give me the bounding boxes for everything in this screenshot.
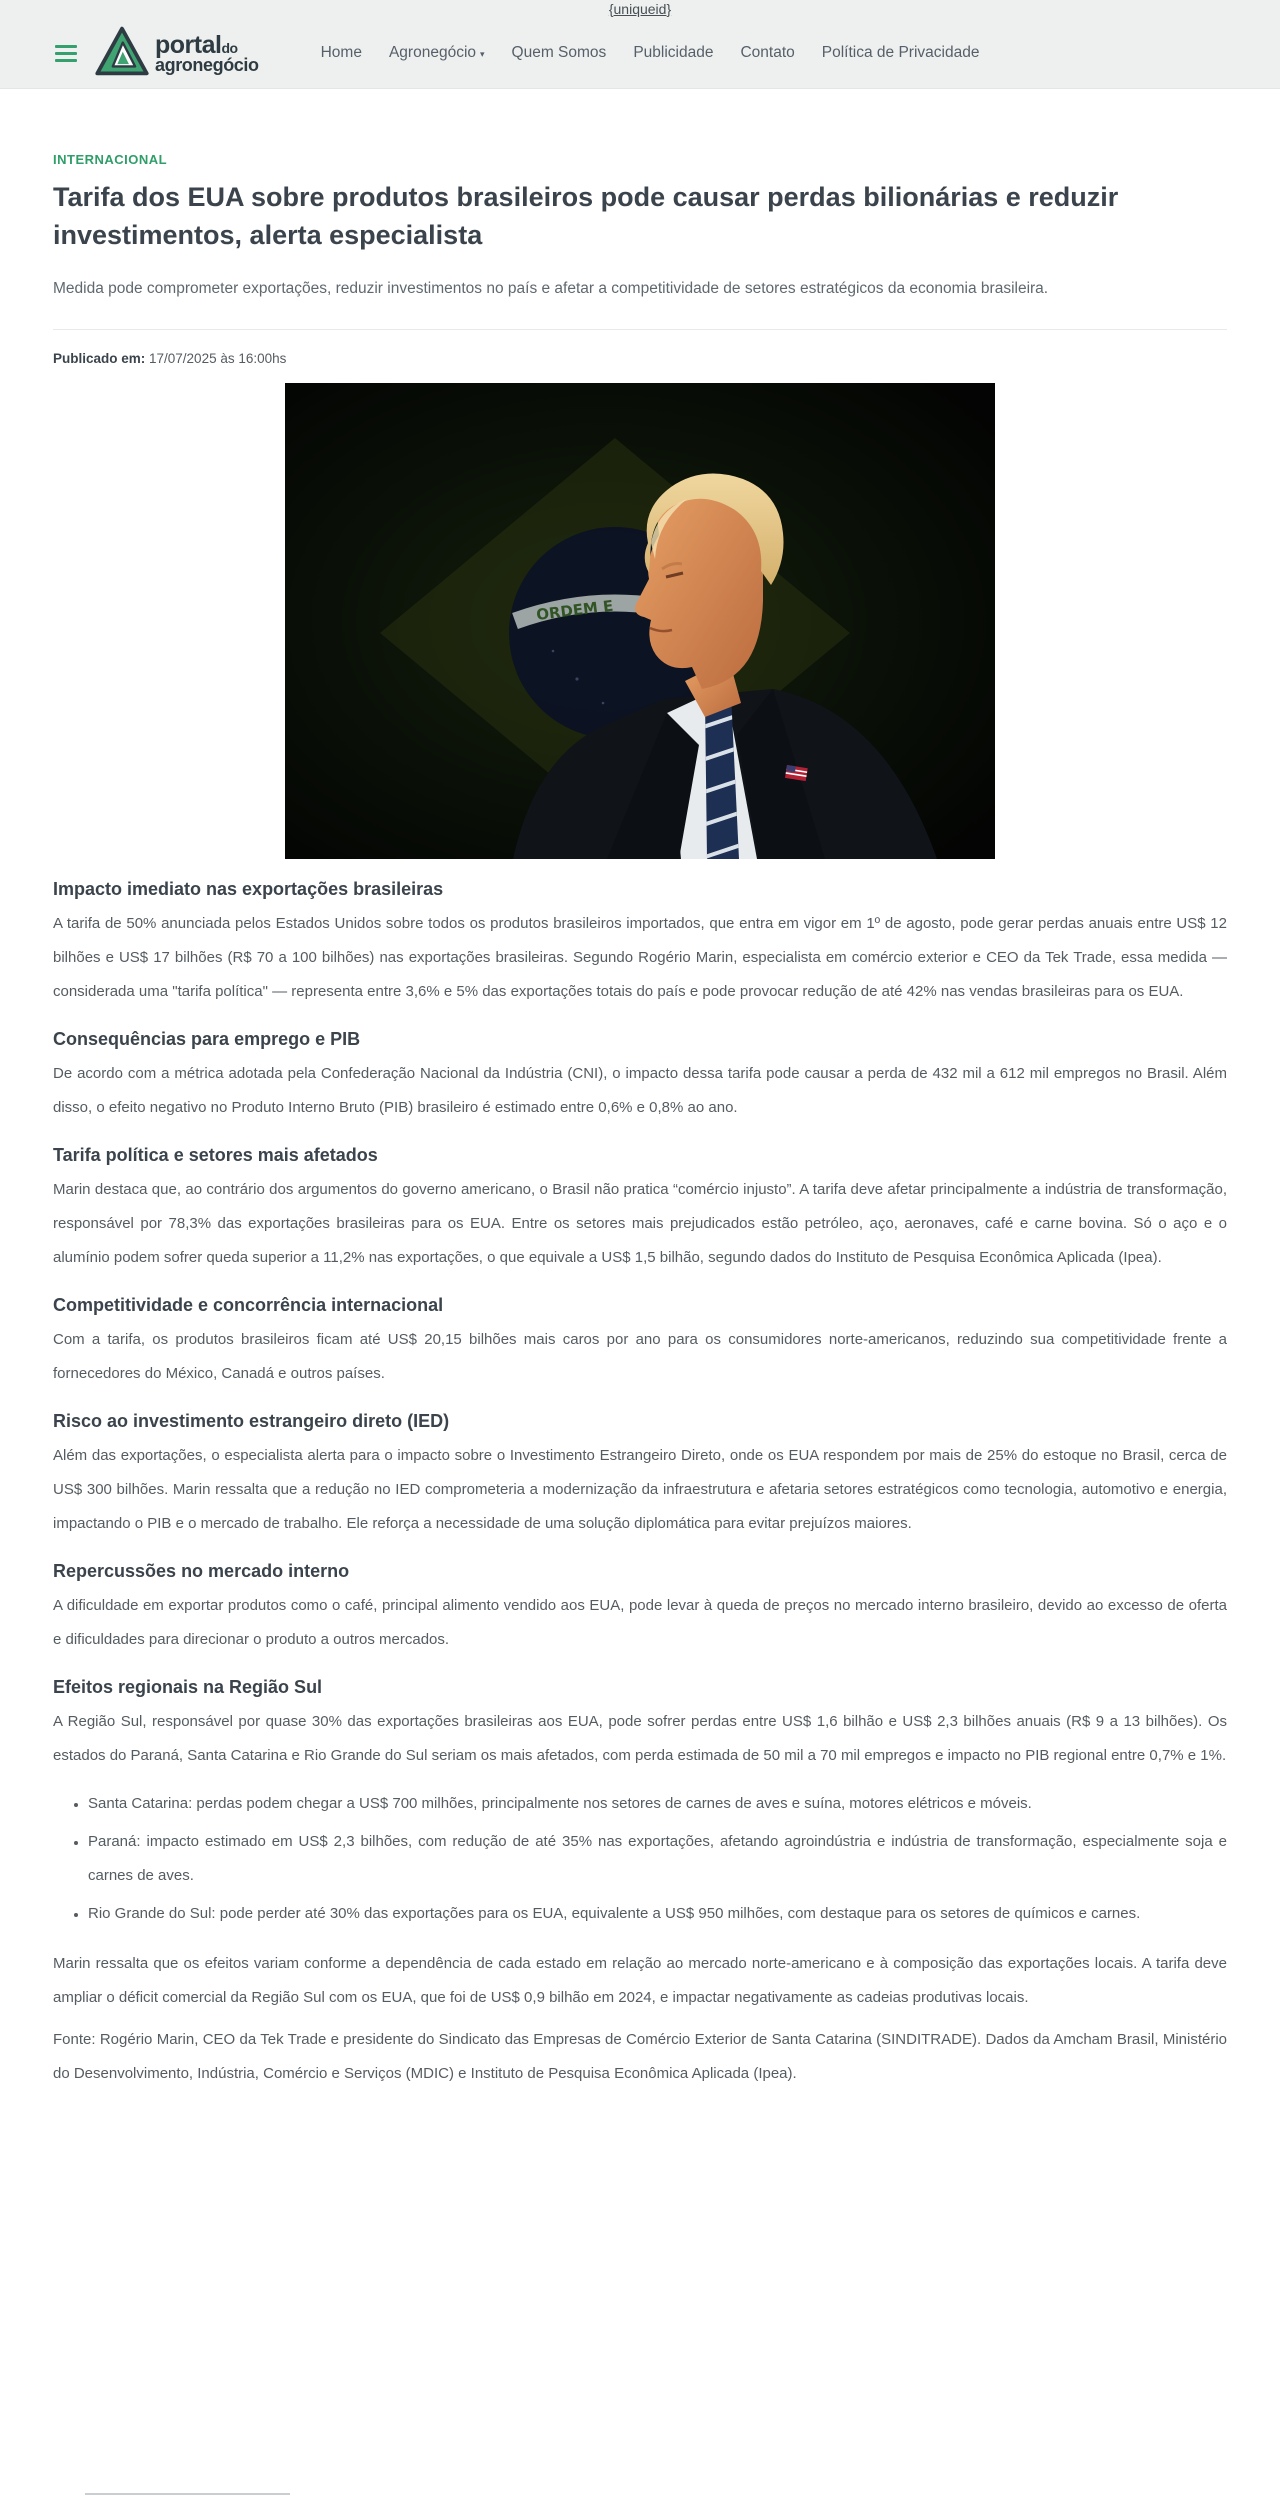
uniqueid-link[interactable]: {uniqueid} <box>608 1 672 17</box>
section-heading-mercado-interno: Repercussões no mercado interno <box>53 1561 350 1581</box>
section-body-impacto: A tarifa de 50% anunciada pelos Estados Unidos sobre todos os produtos brasileiros importados, que entra em vigor em 1º de agosto, pode gerar perdas anuais entre US$ 12 bilhões e US$ 17 bilhões (R$ 70 a 100 bilhões) nas exportações brasileiras. Segundo Rogério Marin, especialista em comércio exterior e CEO da Tek Trade, essa medida — considerada uma "tarifa política" — representa entre 3,6% e 5% das exportações totais do país e pode provocar redução de até 42% nas vendas brasileiras para os EUA. <box>53 915 1227 1000</box>
published-value: 17/07/2025 às 16:00hs <box>145 351 287 366</box>
nav-item-politica-privacidade[interactable]: Política de Privacidade <box>821 44 980 61</box>
nav-item-contato[interactable]: Contato <box>740 44 795 61</box>
logo-word-portal: portal <box>155 30 222 59</box>
logo-text <box>155 30 259 75</box>
chevron-down-icon: ▾ <box>480 49 485 59</box>
article-main <box>0 89 1280 2091</box>
regional-effects-list <box>53 1787 1227 1931</box>
divider <box>53 329 1227 330</box>
source-paragraph: Fonte: Rogério Marin, CEO da Tek Trade e presidente do Sindicato das Empresas de Comércio Exterior de Santa Catarina (SINDITRADE). Dados da Amcham Brasil, Ministério do Desenvolvimento, Indústria, Comércio e Serviços (MDIC) e Instituto de Pesquisa Econômica Aplicada (Ipea). <box>53 2031 1227 2082</box>
svg-text:ORDEM E: ORDEM E <box>535 596 615 624</box>
closing-paragraph: Marin ressalta que os efeitos variam conforme a dependência de cada estado em relação ao mercado norte-americano e à composição das exportações locais. A tarifa deve ampliar o déficit comercial da Região Sul com os EUA, que foi de US$ 0,9 bilhão em 2024, e impactar negativamente as cadeias produtivas locais. <box>53 1955 1227 2006</box>
nav-item-publicidade[interactable]: Publicidade <box>633 44 714 61</box>
section-heading-consequencias: Consequências para emprego e PIB <box>53 1029 361 1049</box>
logo-word-do: do <box>221 39 238 56</box>
article-image <box>53 383 1227 859</box>
logo-word-agronegocio: agronegócio <box>155 54 259 75</box>
section-heading-ied: Risco ao investimento estrangeiro direto (IED) <box>53 1411 450 1431</box>
section-heading-regiao-sul: Efeitos regionais na Região Sul <box>53 1677 323 1697</box>
hamburger-menu-icon[interactable] <box>55 45 79 62</box>
nav-item-home[interactable]: Home <box>320 44 362 61</box>
topbar <box>0 0 1280 18</box>
site-logo[interactable] <box>95 25 259 82</box>
trump-brazil-flag-illustration <box>285 383 995 859</box>
header-row <box>0 18 1280 88</box>
article-subtitle: Medida pode comprometer exportações, reduzir investimentos no país e afetar a competitividade de setores estratégicos da economia brasileira. <box>53 280 1049 297</box>
main-nav <box>321 44 980 62</box>
section-heading-competitividade: Competitividade e concorrência internacional <box>53 1295 444 1315</box>
site-header <box>0 0 1280 89</box>
category-link[interactable]: INTERNACIONAL <box>53 152 168 167</box>
nav-item-agronegocio[interactable]: Agronegócio ▾ <box>388 44 485 61</box>
published-label: Publicado em: <box>53 351 146 366</box>
section-body-ied: Além das exportações, o especialista alerta para o impacto sobre o Investimento Estrangeiro Direto, onde os EUA respondem por mais de 25% do estoque no Brasil, cerca de US$ 300 bilhões. Marin ressalta que a redução no IED comprometeria a modernização da infraestrutura e afetaria setores estratégicos como tecnologia, automotivo e energia, impactando o PIB e o mercado de trabalho. Ele reforça a necessidade de uma solução diplomática para evitar prejuízos maiores. <box>53 1447 1227 1532</box>
list-item-rio-grande-do-sul: • Rio Grande do Sul: pode perder até 30% das exportações para os EUA, equivalente a US$ 950 milhões, com destaque para os setores de químicos e carnes. <box>88 1897 1227 1931</box>
list-item-santa-catarina: • Santa Catarina: perdas podem chegar a US$ 700 milhões, principalmente nos setores de carnes de aves e suína, motores elétricos e móveis. <box>88 1787 1227 1821</box>
section-body-consequencias: De acordo com a métrica adotada pela Confederação Nacional da Indústria (CNI), o impacto dessa tarifa pode causar a perda de 432 mil a 612 mil empregos no Brasil. Além disso, o efeito negativo no Produto Interno Bruto (PIB) brasileiro é estimado entre 0,6% e 0,8% ao ano. <box>53 1065 1227 1116</box>
page-title: Tarifa dos EUA sobre produtos brasileiros pode causar perdas bilionárias e reduzir investimentos, alerta especialista <box>53 182 1119 250</box>
list-item-parana: • Paraná: impacto estimado em US$ 2,3 bilhões, com redução de até 35% nas exportações, afetando agroindústria e indústria de transformação, especialmente soja e carnes de aves. <box>88 1825 1227 1893</box>
logo-triangle-icon <box>95 25 149 82</box>
section-heading-impacto: Impacto imediato nas exportações brasileiras <box>53 879 444 899</box>
published-meta <box>53 351 1227 366</box>
section-body-regiao-sul: A Região Sul, responsável por quase 30% das exportações brasileiras aos EUA, pode sofrer perdas entre US$ 1,6 bilhão e US$ 2,3 bilhões anuais (R$ 9 a 13 bilhões). Os estados do Paraná, Santa Catarina e Rio Grande do Sul seriam os mais afetados, com perda estimada de 50 mil a 70 mil empregos e impacto no PIB regional entre 0,7% e 1%. <box>53 1713 1227 1764</box>
section-body-tarifa-politica: Marin destaca que, ao contrário dos argumentos do governo americano, o Brasil não pratica “comércio injusto”. A tarifa deve afetar principalmente a indústria de transformação, responsável por 78,3% das exportações brasileiras para os EUA. Entre os setores mais prejudicados estão petróleo, aço, aeronaves, café e carne bovina. Só o aço e o alumínio podem sofrer queda superior a 11,2% nas exportações, o que equivale a US$ 1,5 bilhão, segundo dados do Instituto de Pesquisa Econômica Aplicada (Ipea). <box>53 1181 1227 1266</box>
nav-item-quem-somos[interactable]: Quem Somos <box>511 44 607 61</box>
truncated-link[interactable] <box>85 2490 290 2495</box>
section-heading-tarifa-politica: Tarifa política e setores mais afetados <box>53 1145 378 1165</box>
section-body-mercado-interno: A dificuldade em exportar produtos como o café, principal alimento vendido aos EUA, pode levar à queda de preços no mercado interno brasileiro, devido ao excesso de oferta e dificuldades para direcionar o produto a outros mercados. <box>53 1597 1227 1648</box>
section-body-competitividade: Com a tarifa, os produtos brasileiros ficam até US$ 20,15 bilhões mais caros por ano para os consumidores norte-americanos, reduzindo sua competitividade frente a fornecedores do México, Canadá e outros países. <box>53 1331 1227 1382</box>
